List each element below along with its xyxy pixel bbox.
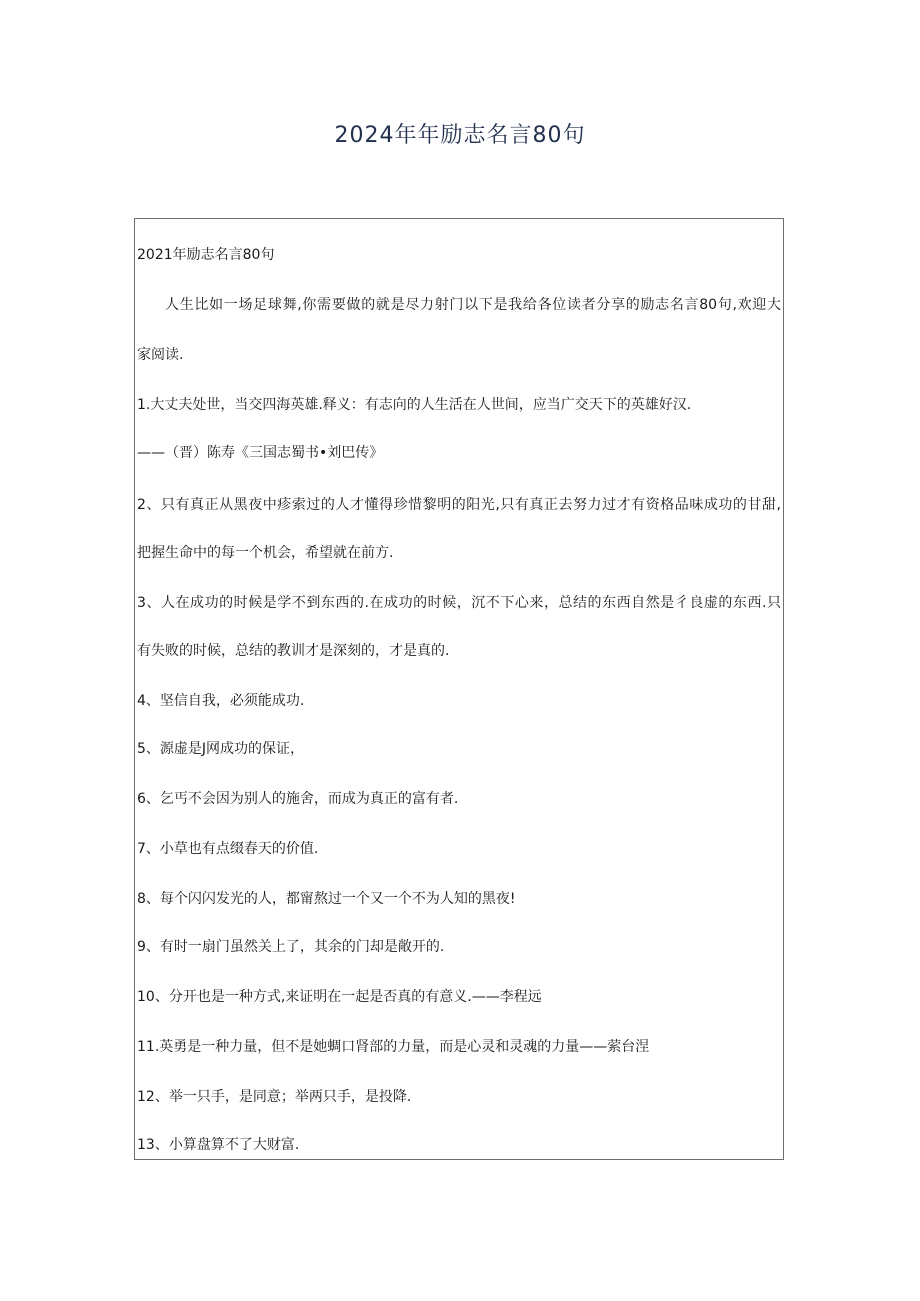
text-line-quote-11: 11.英勇是一种力量，但不是她蜩口肾部的力量，而是心灵和灵魂的力量——萦台涅 xyxy=(137,1039,650,1055)
text-line-quote-4: 4、坚信自我，必须能成功. xyxy=(137,693,305,709)
text-line-intro: 人生比如一场足球舞,你需要做的就是尽力射门以下是我给各位读者分享的励志名言80句,欢迎大 xyxy=(165,297,781,313)
text-line-quote-3: 3、人在成功的时候是学不到东西的.在成功的时候，沉不下心来，总结的东西自然是彳良虚的东西.只 xyxy=(137,595,781,611)
text-line-quote-9: 9、有时一扇门虽然关上了，其余的门却是敞开的. xyxy=(137,939,445,955)
text-line-quote-3-cont: 有失败的时候，总结的教训才是深刻的，才是真的. xyxy=(137,643,450,659)
text-line-quote-13: 13、小算盘算不了大财富. xyxy=(137,1137,300,1153)
text-line-heading: 2021年励志名言80句 xyxy=(137,247,275,263)
text-line-quote-2: 2、只有真正从黑夜中疹索过的人才懂得珍惜黎明的阳光,只有真正去努力过才有资格品味成功的甘甜, xyxy=(137,497,781,513)
text-line-quote-1: 1.大丈夫处世，当交四海英雄.释义：有志向的人生活在人世间，应当广交天下的英雄好汉. xyxy=(137,397,692,413)
document-title: 2024年年励志名言80句 xyxy=(334,123,586,148)
text-line-quote-10: 10、分开也是一种方式,来证明在一起是否真的有意义.——李程远 xyxy=(137,989,542,1005)
text-line-quote-1-source: ——（晋）陈寿《三国志蜀书•刘巴传》 xyxy=(137,445,384,461)
text-line-quote-6: 6、乞丐不会因为别人的施舍，而成为真正的富有者. xyxy=(137,791,459,807)
text-line-quote-8: 8、每个闪闪发光的人，都甯熬过一个又一个不为人知的黑夜! xyxy=(137,891,516,907)
text-line-quote-7: 7、小草也有点缀春天的价值. xyxy=(137,841,319,857)
text-line-quote-2-cont: 把握生命中的每一个机会，希望就在前方. xyxy=(137,545,394,561)
text-line-quote-5: 5、源虚是J网成功的保证， xyxy=(137,741,305,757)
text-line-quote-12: 12、举一只手，是同意；举两只手，是投降. xyxy=(137,1089,412,1105)
text-line-intro-cont: 家阅读. xyxy=(137,347,184,363)
content-box xyxy=(134,218,784,1160)
